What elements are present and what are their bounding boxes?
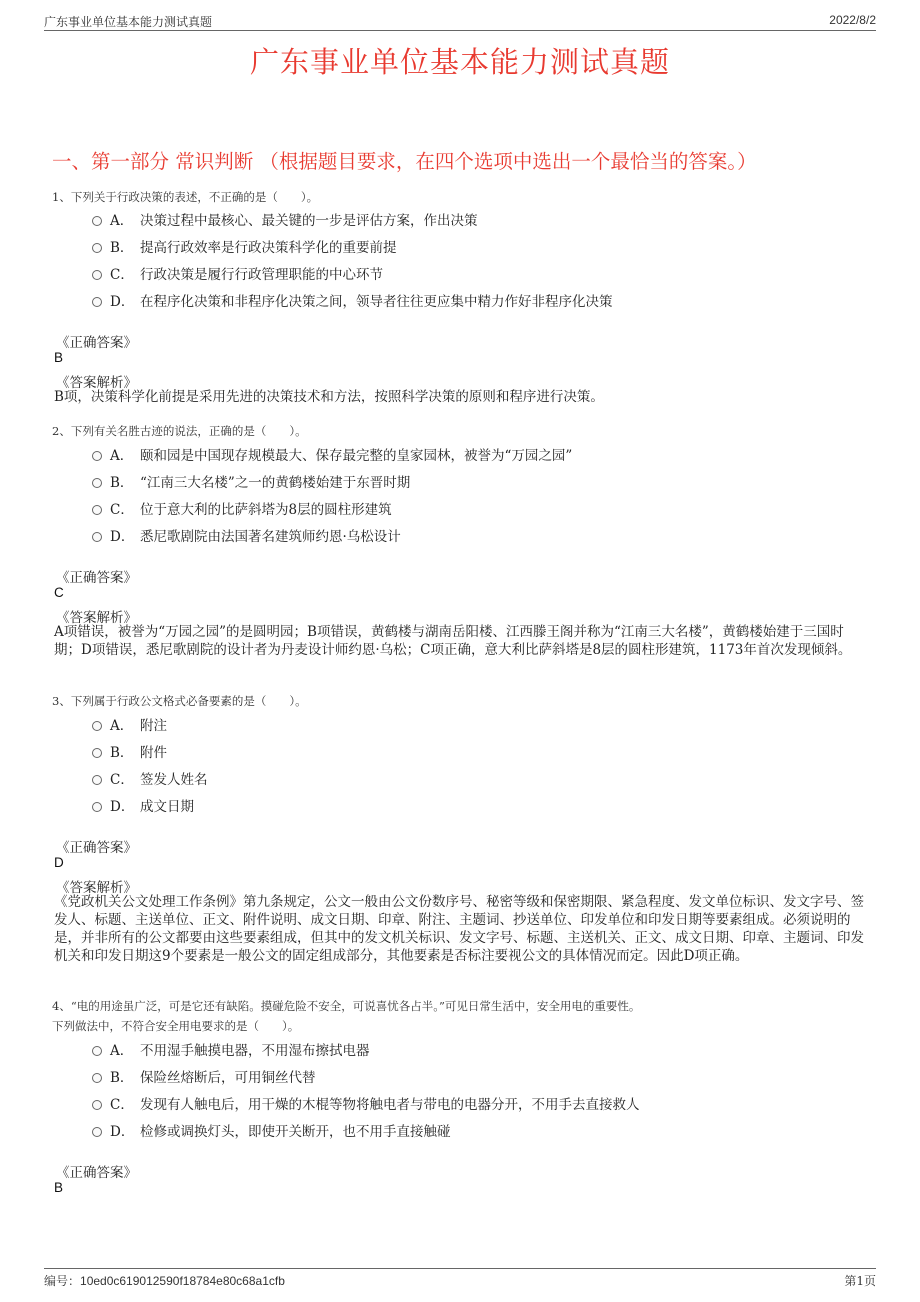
- option-letter: A．: [110, 1043, 134, 1059]
- document-title: 广东事业单位基本能力测试真题: [249, 45, 670, 79]
- question-3-option-d[interactable]: [92, 795, 194, 815]
- option-text: 决策过程中最核心、最关键的一步是评估方案，作出决策: [140, 213, 478, 229]
- option-text: “江南三大名楼”之一的黄鹤楼始建于东晋时期: [140, 475, 411, 491]
- option-text: 检修或调换灯头，即使开关断开，也不用手直接触碰: [140, 1124, 451, 1140]
- answer-label: 《正确答案》: [56, 1165, 137, 1181]
- option-letter: C．: [110, 772, 134, 788]
- option-letter: C．: [110, 267, 134, 283]
- radio-icon[interactable]: [92, 1046, 102, 1056]
- analysis-label: 《答案解析》: [56, 375, 137, 391]
- option-text: 附件: [140, 745, 167, 761]
- question-1-stem: 1、下列关于行政决策的表述，不正确的是（ ）。: [52, 190, 319, 204]
- question-4-option-b[interactable]: [92, 1066, 316, 1086]
- option-text: 发现有人触电后，用干燥的木棍等物将触电者与带电的电器分开，不用手去直接救人: [140, 1097, 640, 1113]
- question-3-option-a[interactable]: [92, 714, 167, 734]
- question-4-option-a[interactable]: [92, 1039, 370, 1059]
- option-text: 行政决策是履行行政管理职能的中心环节: [140, 267, 383, 283]
- answer-label: 《正确答案》: [56, 570, 137, 586]
- option-letter: D．: [110, 294, 135, 310]
- question-1-analysis: B项，决策科学化前提是采用先进的决策技术和方法，按照科学决策的原则和程序进行决策。: [54, 389, 604, 405]
- option-text: 悉尼歌剧院由法国著名建筑师约恩·乌松设计: [140, 529, 401, 545]
- option-text: 提高行政效率是行政决策科学化的重要前提: [140, 240, 397, 256]
- radio-icon[interactable]: [92, 216, 102, 226]
- radio-icon[interactable]: [92, 297, 102, 307]
- radio-icon[interactable]: [92, 1073, 102, 1083]
- question-1-option-c[interactable]: [92, 263, 383, 283]
- answer-label: 《正确答案》: [56, 335, 137, 351]
- question-4-answer: B: [54, 1180, 64, 1195]
- question-3-stem: 3、下列属于行政公文格式必备要素的是（ ）。: [52, 694, 307, 708]
- question-3-answer: D: [54, 855, 64, 870]
- option-letter: A．: [110, 718, 134, 734]
- radio-icon[interactable]: [92, 721, 102, 731]
- option-text: 成文日期: [140, 799, 194, 815]
- option-letter: D．: [110, 799, 135, 815]
- footer-page-number: 第1页: [844, 1274, 876, 1288]
- option-text: 在程序化决策和非程序化决策之间，领导者往往更应集中精力作好非程序化决策: [140, 294, 613, 310]
- radio-icon[interactable]: [92, 451, 102, 461]
- option-letter: C．: [110, 502, 134, 518]
- option-text: 颐和园是中国现存规模最大、保存最完整的皇家园林，被誉为“万园之园”: [140, 448, 573, 464]
- radio-icon[interactable]: [92, 748, 102, 758]
- footer-code-label: 编号：: [44, 1274, 81, 1288]
- question-2-answer: C: [54, 585, 64, 600]
- radio-icon[interactable]: [92, 532, 102, 542]
- radio-icon[interactable]: [92, 243, 102, 253]
- option-letter: A．: [110, 213, 134, 229]
- option-letter: C．: [110, 1097, 134, 1113]
- question-2-option-c[interactable]: [92, 498, 392, 518]
- option-text: 签发人姓名: [140, 772, 208, 788]
- header-doc-name: 广东事业单位基本能力测试真题: [44, 15, 213, 29]
- footer-code-value: 10ed0c619012590f18784e80c68a1cfb: [80, 1274, 285, 1288]
- option-text: 附注: [140, 718, 167, 734]
- option-letter: B．: [110, 745, 134, 761]
- question-2-option-d[interactable]: [92, 525, 401, 545]
- option-letter: D．: [110, 1124, 135, 1140]
- question-3-option-c[interactable]: [92, 768, 208, 788]
- question-2-analysis: A项错误，被誉为“万园之园”的是圆明园；B项错误，黄鹤楼与湖南岳阳楼、江西滕王阁并称为“江南三大名楼”，黄鹤楼始建于三国时期；D项错误，悉尼歌剧院的设计者为丹麦设计师约恩·乌松；C项正确，意大利比萨斜塔是8层的圆柱形建筑，1173年首次发现倾斜。: [54, 624, 852, 658]
- analysis-label: 《答案解析》: [56, 610, 137, 626]
- option-text: 保险丝熔断后，可用铜丝代替: [140, 1070, 316, 1086]
- option-letter: B．: [110, 240, 134, 256]
- radio-icon[interactable]: [92, 775, 102, 785]
- option-text: 不用湿手触摸电器，不用湿布擦拭电器: [140, 1043, 370, 1059]
- option-letter: B．: [110, 1070, 134, 1086]
- question-2-stem: 2、下列有关名胜古迹的说法，正确的是（ ）。: [52, 424, 307, 438]
- question-2-option-b[interactable]: [92, 471, 410, 491]
- radio-icon[interactable]: [92, 802, 102, 812]
- question-4-stem: 4、“电的用途虽广泛，可是它还有缺陷。摸碰危险不安全，可说喜忧各占半。”可见日常生活中，安全用电的重要性。: [52, 999, 641, 1013]
- question-3-option-b[interactable]: [92, 741, 167, 761]
- radio-icon[interactable]: [92, 505, 102, 515]
- option-letter: B．: [110, 475, 134, 491]
- radio-icon[interactable]: [92, 1127, 102, 1137]
- question-4-stem-line2: 下列做法中，不符合安全用电要求的是（ ）。: [52, 1019, 300, 1033]
- question-1-option-d[interactable]: [92, 290, 613, 310]
- question-3-analysis: 《党政机关公文处理工作条例》第九条规定，公文一般由公文份数序号、秘密等级和保密期限、紧急程度、发文单位标识、发文字号、签发人、标题、主送单位、正文、附件说明、成文日期、印章、附注、主题词、抄送单位、印发单位和印发日期等要素组成。必须说明的是，并非所有的公文都要由这些要素组成，但其中的发文机关标识、发文字号、标题、主送机关、正文、成文日期、印章、主题词、印发机关和印发日期这9个要素是一般公文的固定组成部分，其他要素是否标注要视公文的具体情况而定。因此D项正确。: [54, 894, 864, 964]
- analysis-label: 《答案解析》: [56, 880, 137, 896]
- question-4-option-c[interactable]: [92, 1093, 640, 1113]
- footer-code: [44, 1272, 285, 1289]
- option-letter: D．: [110, 529, 135, 545]
- question-2-option-a[interactable]: [92, 444, 572, 464]
- header-date: 2022/8/2: [829, 13, 876, 27]
- answer-label: 《正确答案》: [56, 840, 137, 856]
- question-1-option-b[interactable]: [92, 236, 397, 256]
- radio-icon[interactable]: [92, 1100, 102, 1110]
- radio-icon[interactable]: [92, 478, 102, 488]
- radio-icon[interactable]: [92, 270, 102, 280]
- option-letter: A．: [110, 448, 134, 464]
- header-divider: [44, 30, 876, 31]
- question-1-option-a[interactable]: [92, 209, 478, 229]
- footer-divider: [44, 1268, 876, 1269]
- question-1-answer: B: [54, 350, 64, 365]
- option-text: 位于意大利的比萨斜塔为8层的圆柱形建筑: [140, 502, 392, 518]
- question-4-option-d[interactable]: [92, 1120, 451, 1140]
- section-heading: 一、第一部分 常识判断 （根据题目要求，在四个选项中选出一个最恰当的答案。）: [52, 150, 757, 173]
